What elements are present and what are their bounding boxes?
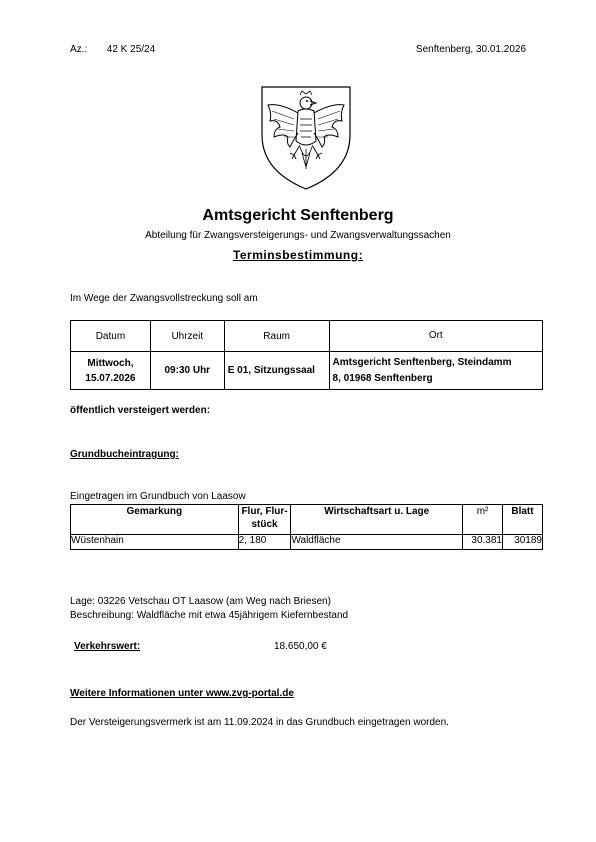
header-datum: Datum — [71, 321, 151, 352]
datum-date: 15.07.2026 — [85, 372, 136, 384]
court-name: Amtsgericht Senftenberg — [202, 207, 394, 224]
file-reference-value: 42 K 25/24 — [106, 44, 156, 55]
market-value-amount: 18.650,00 € — [274, 641, 327, 652]
datum-weekday: Mittwoch, — [87, 357, 134, 369]
grundbuch-table-row — [71, 535, 543, 550]
document-title: Terminsbestimmung: — [232, 248, 364, 262]
cell-uhrzeit: 09:30 Uhr — [150, 352, 224, 390]
header-blatt: Blatt — [503, 505, 543, 535]
cell-gemarkung: Wüstenhain — [71, 535, 239, 550]
more-info-link[interactable]: Weitere Informationen unter www.zvg-portal.de — [70, 688, 294, 699]
intro-text: Im Wege der Zwangsvollstreckung soll am — [70, 293, 258, 304]
court-department: Abteilung für Zwangsversteigerungs- und Zwangsverwaltungssachen — [145, 230, 451, 241]
header-flur-line-1: Flur, Flur- — [241, 506, 288, 517]
auction-text: öffentlich versteigert werden: — [70, 405, 211, 416]
header-flur — [238, 505, 291, 535]
cell-wirtschaftsart: Waldfläche — [291, 535, 463, 550]
cell-blatt: 30189 — [503, 535, 543, 550]
ort-line-2: 8, 01968 Senftenberg — [332, 372, 433, 384]
grundbuch-table — [70, 504, 543, 550]
appointment-table — [70, 320, 543, 390]
location-text: Lage: 03226 Vetschau OT Laasow (am Weg nach Briesen) — [70, 596, 331, 607]
header-raum: Raum — [224, 321, 329, 352]
header-flur-line-2: stück — [251, 519, 278, 530]
appointment-table-row — [71, 352, 543, 390]
header-qm: m² — [463, 505, 503, 535]
eagle-coat-of-arms-icon — [258, 83, 354, 191]
ort-line-1: Amtsgericht Senftenberg, Steindamm — [332, 356, 512, 368]
header-ort: Ort — [329, 321, 542, 352]
header-gemarkung: Gemarkung — [71, 505, 239, 535]
cell-datum — [71, 352, 151, 390]
grundbuch-heading: Grundbucheintragung: — [70, 449, 179, 460]
file-reference-label: Az.: — [70, 44, 88, 55]
cell-ort — [329, 352, 542, 390]
appointment-table-header — [71, 321, 543, 352]
cell-raum: E 01, Sitzungssaal — [224, 352, 329, 390]
header-wirtschaftsart: Wirtschaftsart u. Lage — [291, 505, 463, 535]
market-value-label: Verkehrswert: — [74, 641, 141, 652]
cell-flur: 2, 180 — [238, 535, 291, 550]
cell-qm: 30.381 — [463, 535, 503, 550]
grundbuch-intro: Eingetragen im Grundbuch von Laasow — [70, 491, 246, 502]
auction-note-text: Der Versteigerungsvermerk ist am 11.09.2024 in das Grundbuch eingetragen worden. — [70, 717, 449, 728]
grundbuch-table-header — [71, 505, 543, 535]
description-text: Beschreibung: Waldfläche mit etwa 45jährigem Kiefernbestand — [70, 610, 349, 621]
place-date: Senftenberg, 30.01.2026 — [415, 44, 526, 55]
file-reference — [70, 44, 155, 55]
header-uhrzeit: Uhrzeit — [150, 321, 224, 352]
